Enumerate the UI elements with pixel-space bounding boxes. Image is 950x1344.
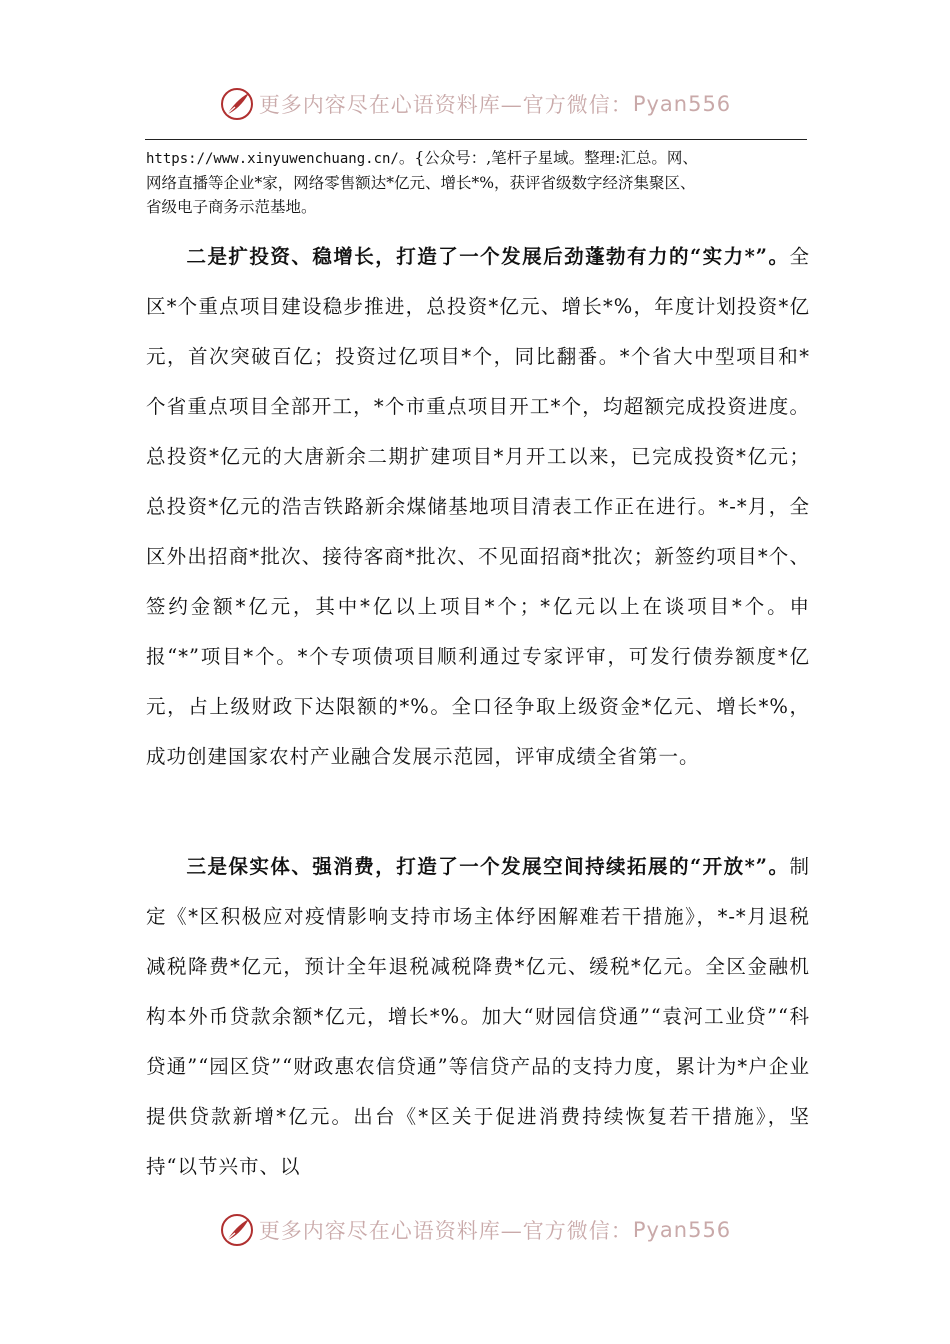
section-2-body: 全区*个重点项目建设稳步推进，总投资*亿元、增长*%，年度计划投资*亿元，首次突破百亿；投资过亿项目*个，同比翻番。*个省大中型项目和*个省重点项目全部开工，*个市重点项目开工*个，均超额完成投资进度。总投资*亿元的大唐新余二期扩建项目*月开工以来，已完成投资*亿元；总投资*亿元的浩吉铁路新余煤储基地项目清表工作正在进行。*-*月，全区外出招商*批次、接待客商*批次、不见面招商*批次；新签约项目*个、签约金额*亿元，其中*亿以上项目*个；*亿元以上在谈项目*个。申报“*”项目*个。*个专项债项目顺利通过专家评审，可发行债券额度*亿元，占上级财政下达限额的*%。全口径争取上级资金*亿元、增长*%，成功创建国家农村产业融合发展示范园，评审成绩全省第一。 — [146, 245, 810, 768]
banner-text: 更多内容尽在心语资料库—官方微信： — [258, 1219, 633, 1243]
source-url[interactable]: https://www.xinyuwenchuang.cn/ — [146, 151, 399, 167]
footer-banner — [0, 1210, 950, 1250]
paragraph-section-3 — [146, 842, 810, 1192]
header-banner — [0, 84, 950, 124]
banner-text: 更多内容尽在心语资料库—官方微信： — [258, 93, 633, 117]
banner-wechat-id: Pyan556 — [632, 1218, 732, 1242]
section-3-lead: 三是保实体、强消费，打造了一个发展空间持续拓展的“开放*”。 — [186, 855, 790, 878]
quill-logo-icon — [219, 86, 255, 122]
section-2-lead: 二是扩投资、稳增长，打造了一个发展后劲蓬勃有力的“实力*”。 — [186, 245, 790, 268]
banner-wechat-id: Pyan556 — [632, 92, 732, 116]
intro-line-1: https://www.xinyuwenchuang.cn/。{公众号：,笔杆子星域。整理:汇总。网、 — [146, 149, 698, 167]
header-rule — [145, 139, 807, 140]
intro-text — [146, 146, 806, 219]
quill-logo-icon — [219, 1212, 255, 1248]
intro-line-3: 省级电子商务示范基地。 — [146, 198, 317, 216]
section-3-body: 制定《*区积极应对疫情影响支持市场主体纾困解难若干措施》，*-*月退税减税降费*亿元，预计全年退税减税降费*亿元、缓税*亿元。全区金融机构本外币贷款余额*亿元，增长*%。加大“财园信贷通”“袁河工业贷”“科贷通”“园区贷”“财政惠农信贷通”等信贷产品的支持力度，累计为*户企业提供贷款新增*亿元。出台《*区关于促进消费持续恢复若干措施》，坚持“以节兴市、以 — [146, 855, 810, 1178]
paragraph-section-2 — [146, 232, 810, 782]
intro-line-2: 网络直播等企业*家，网络零售额达*亿元、增长*%，获评省级数字经济集聚区、 — [146, 174, 696, 192]
